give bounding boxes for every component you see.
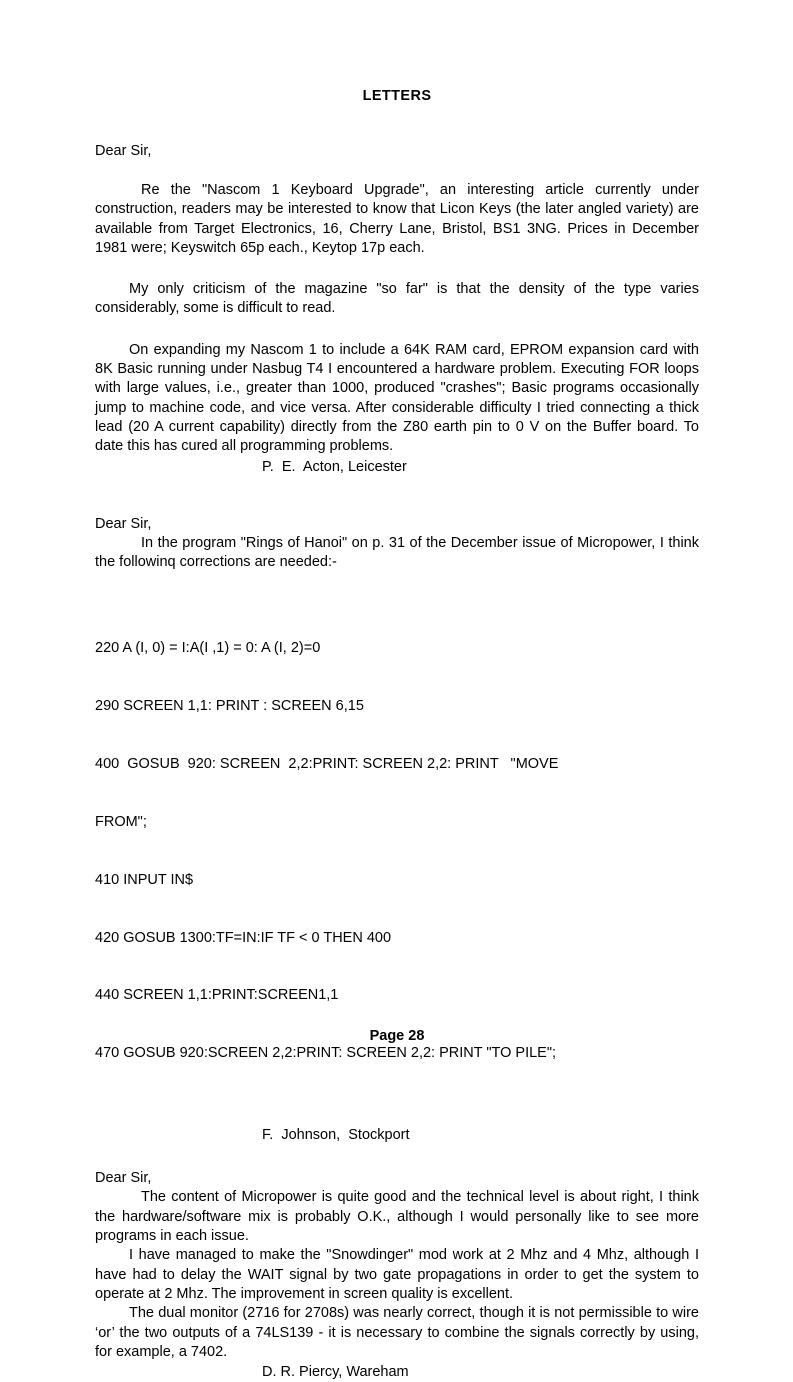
letter-signature: F. Johnson, Stockport — [262, 1127, 410, 1144]
letter-paragraph: My only criticism of the magazine "so far" is that the density of the type varies considerably, some is difficult to read. — [95, 281, 699, 317]
letter-paragraph: On expanding my Nascom 1 to include a 64K RAM card, EPROM expansion card with 8K Basic running under Nasbug T4 I encountered a hardware problem. Executing FOR loops with large values, i.e., greater than 1000, produced "crashes"; Basic programs occasionally jump to machine code, and vice versa. After considerable difficulty I tried connecting a thick lead (20 A current capability) directly from the Z80 earth pin to 0 V on the Buffer board. To date this has cured all programming problems. — [95, 341, 699, 455]
code-line: 440 SCREEN 1,1:PRINT:SCREEN1,1 — [95, 987, 339, 1004]
code-line: 400 GOSUB 920: SCREEN 2,2:PRINT: SCREEN 2,2: PRINT "MOVE — [95, 755, 559, 772]
code-line: 290 SCREEN 1,1: PRINT : SCREEN 6,15 — [95, 697, 364, 714]
letter-salutation: Dear Sir, — [95, 1170, 152, 1187]
page-title: LETTERS — [362, 88, 432, 104]
letter-salutation: Dear Sir, — [95, 515, 152, 532]
letter-2 — [95, 477, 699, 1146]
page-number: Page 28 — [369, 1028, 425, 1044]
letter-paragraph: In the program "Rings of Hanoi" on p. 31 of the December issue of Micropower, I think the followinq corrections are needed:- — [95, 534, 699, 571]
letter-signature: D. R. Piercy, Wareham — [262, 1364, 409, 1381]
code-line: 470 GOSUB 920:SCREEN 2,2:PRINT: SCREEN 2,2: PRINT "TO PILE"; — [95, 1045, 557, 1062]
code-line: 410 INPUT IN$ — [95, 871, 194, 888]
document-page — [95, 0, 699, 1381]
code-line: FROM"; — [95, 813, 147, 830]
letter-paragraph: The content of Micropower is quite good and the technical level is about right, I think the hardware/software mix is probably O.K., although I would personally like to see more programs in each issue. — [95, 1189, 699, 1245]
letter-paragraph: I have managed to make the "Snowdinger" mod work at 2 Mhz and 4 Mhz, although I have had to delay the WAIT signal by two gate propagations in order to get the system to operate at 2 Mhz. The improvement in screen quality is excellent. — [95, 1247, 699, 1302]
code-listing — [95, 572, 699, 1102]
code-line: 220 A (I, 0) = I:A(I ,1) = 0: A (I, 2)=0 — [95, 640, 321, 657]
letter-signature: P. E. Acton, Leicester — [262, 458, 407, 475]
code-line: 420 GOSUB 1300:TF=IN:IF TF < 0 THEN 400 — [95, 929, 392, 946]
letter-paragraph: Re the "Nascom 1 Keyboard Upgrade", an interesting article currently under construction, readers may be interested to know that Licon Keys (the later angled variety) are available from Target Electronics, 16, Cherry Lane, Bristol, BS1 3NG. Prices in December 1981 were; Keyswitch 65p each., Keytop 17p each. — [95, 182, 699, 256]
letter-paragraph: The dual monitor (2716 for 2708s) was nearly correct, though it is not permissible to wire ‘or’ the two outputs of a 74LS139 - it is necessary to combine the signals correctly by using, for example, a 7402. — [95, 1305, 699, 1360]
letter-salutation: Dear Sir, — [95, 143, 152, 159]
letter-3 — [95, 1145, 699, 1382]
letter-1 — [95, 104, 699, 477]
